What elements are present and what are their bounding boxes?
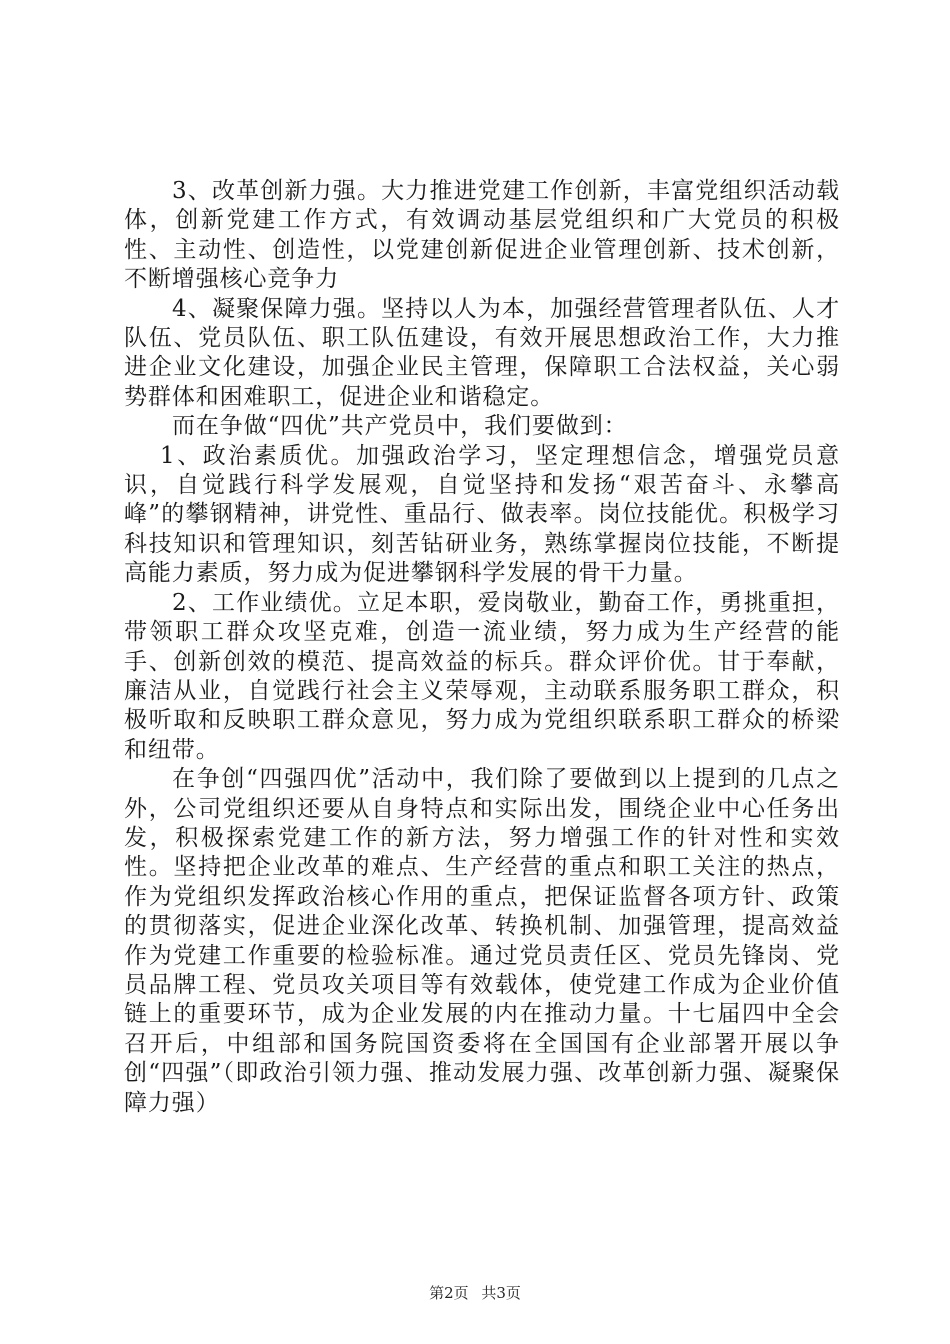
paragraph-political-quality: 1、政治素质优。加强政治学习，坚定理想信念，增强党员意识，自觉践行科学发展观，自觉坚持和发扬“艰苦奋斗、永攀高峰”的攀钢精神，讲党性、重品行、做表率。岗位技能优。积极学习科技知识和管理知识，刻苦钻研业务，熟练掌握岗位技能，不断提高能力素质，努力成为促进攀钢科学发展的骨干力量。 bbox=[124, 442, 840, 587]
paragraph-cohesion-guarantee: 4、凝聚保障力强。坚持以人为本，加强经营管理者队伍、人才队伍、党员队伍、职工队伍建设，有效开展思想政治工作，大力推进企业文化建设，加强企业民主管理，保障职工合法权益，关心弱势群体和困难职工，促进企业和谐稳定。 bbox=[124, 295, 840, 410]
document-body bbox=[124, 177, 840, 1118]
page-number: 第2页 bbox=[429, 1284, 469, 1302]
paragraph-activity-summary: 在争创“四强四优”活动中，我们除了要做到以上提到的几点之外，公司党组织还要从自身特点和实际出发，围绕企业中心任务出发，积极探索党建工作的新方法，努力增强工作的针对性和实效性。坚持把企业改革的难点、生产经营的重点和职工关注的热点，作为党组织发挥政治核心作用的重点，把保证监督各项方针、政策的贯彻落实，促进企业深化改革、转换机制、加强管理，提高效益作为党建工作重要的检验标准。通过党员责任区、党员先锋岗、党员品牌工程、党员攻关项目等有效载体，使党建工作成为企业价值链上的重要环节，成为企业发展的内在推动力量。十七届四中全会召开后，中组部和国务院国资委将在全国国有企业部署开展以争创“四强”（即政治引领力强、推动发展力强、改革创新力强、凝聚保障力强） bbox=[124, 766, 840, 1116]
paragraph-reform-innovation: 3、改革创新力强。大力推进党建工作创新，丰富党组织活动载体，创新党建工作方式，有效调动基层党组织和广大党员的积极性、主动性、创造性，以党建创新促进企业管理创新、技术创新，不断增强核心竞争力 bbox=[124, 178, 840, 293]
page-total: 共3页 bbox=[481, 1284, 521, 1302]
paragraph-work-performance: 2、工作业绩优。立足本职，爱岗敬业，勤奋工作，勇挑重担，带领职工群众攻坚克难，创造一流业绩，努力成为生产经营的能手、创新创效的模范、提高效益的标兵。群众评价优。甘于奉献，廉洁从业，自觉践行社会主义荣辱观，主动联系服务职工群众，积极听取和反映职工群众意见，努力成为党组织联系职工群众的桥梁和纽带。 bbox=[124, 589, 840, 763]
paragraph-four-excellence-intro: 而在争做“四优”共产党员中，我们要做到： bbox=[172, 413, 628, 440]
page-footer bbox=[0, 1283, 950, 1303]
